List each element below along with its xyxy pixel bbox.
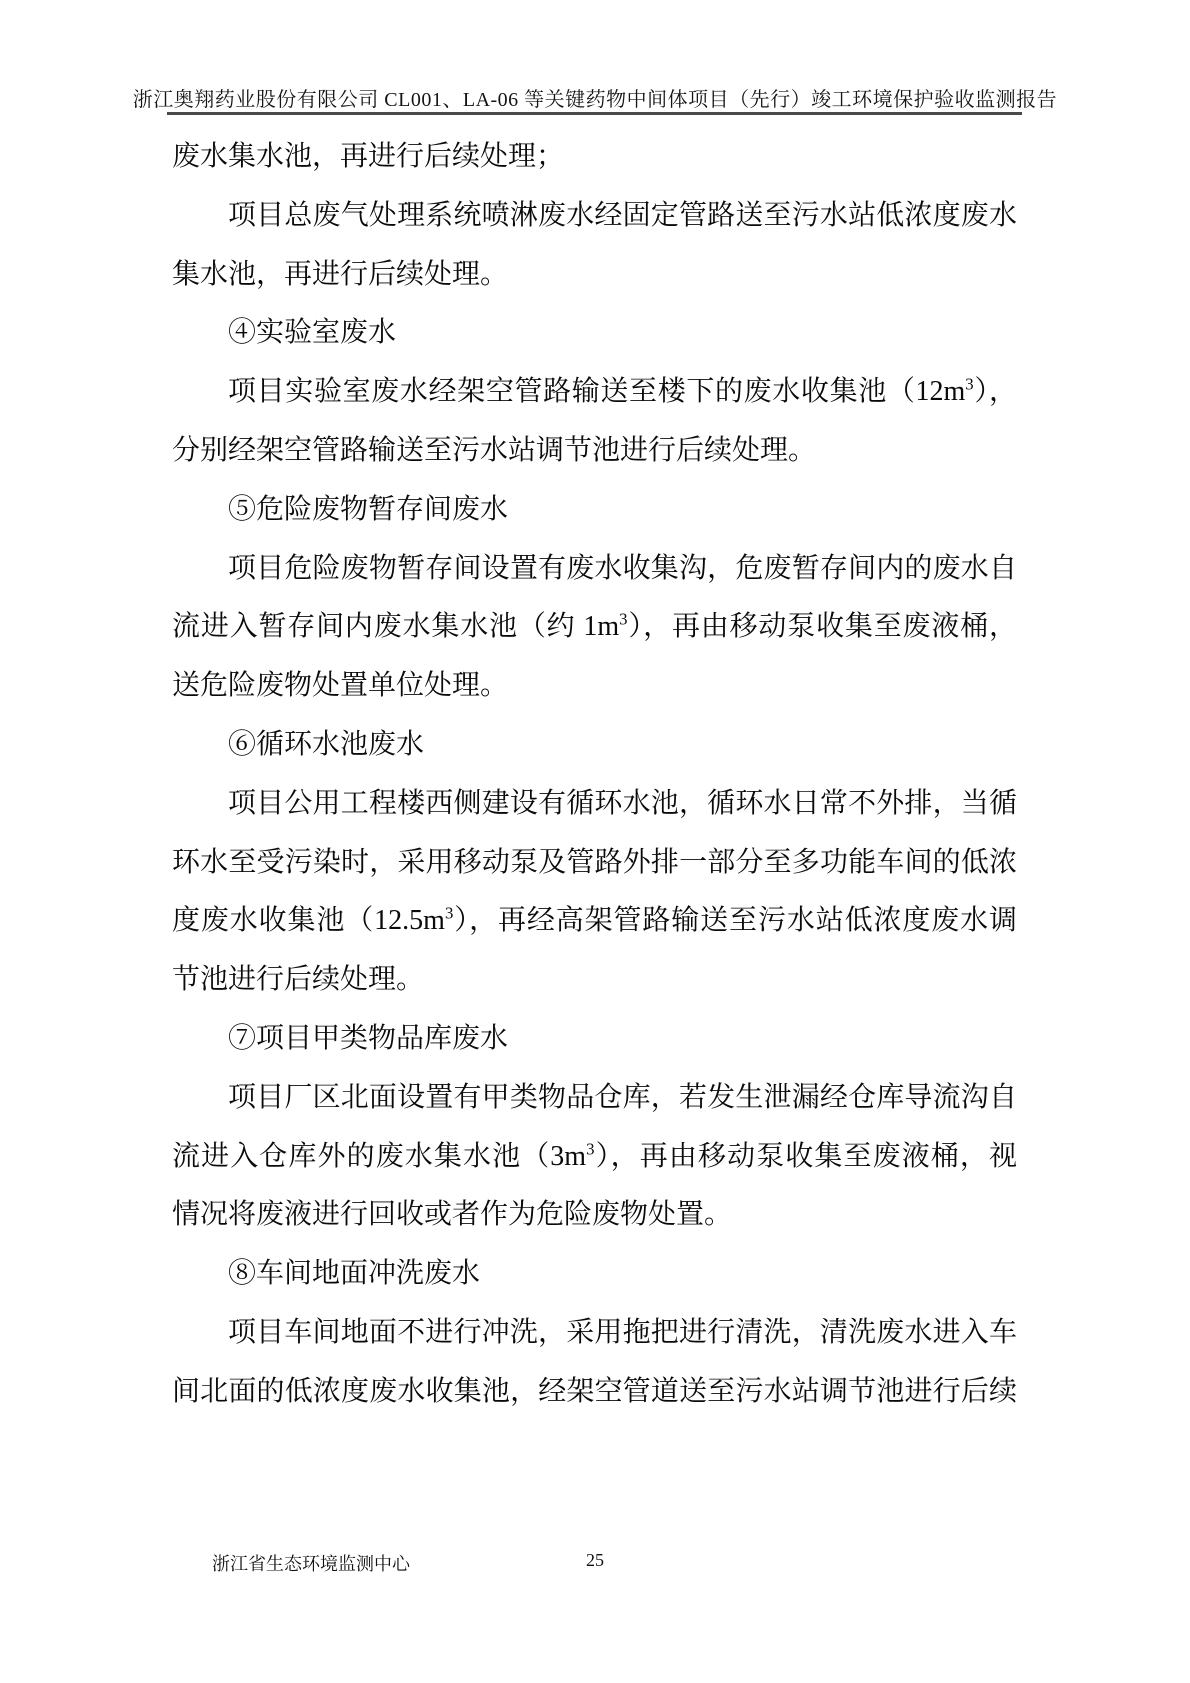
line-text: 项目车间地面不进行冲洗，采用拖把进行清洗，清洗废水进入车 [228,1316,1017,1348]
page-number: 25 [586,1550,604,1570]
text-line [172,1010,1017,1069]
line-text: 间北面的低浓度废水收集池，经架空管道送至污水站调节池进行后续 [172,1375,1017,1407]
line-text: ⑥循环水池废水 [228,728,425,760]
line-text: 度废水收集池（12.5m [172,905,445,937]
footer-organization: 浙江省生态环境监测中心 [212,1554,410,1574]
text-line [172,1363,1017,1422]
text-line [172,892,1017,951]
line-text: ）， [973,376,1017,408]
superscript-text: 3 [965,374,974,394]
line-text: 环水至受污染时，采用移动泵及管路外排一部分至多功能车间的低浓 [172,846,1017,878]
text-line [172,834,1017,893]
body-lines [172,128,1017,1422]
text-line [172,187,1017,246]
text-line [172,775,1017,834]
line-text: 送危险废物处置单位处理。 [172,670,509,702]
text-line [172,657,1017,716]
text-line [172,1186,1017,1245]
line-text: ⑤危险废物暂存间废水 [228,493,509,525]
line-text: 项目厂区北面设置有甲类物品仓库，若发生泄漏经仓库导流沟自 [228,1081,1017,1113]
text-line [172,422,1017,481]
line-text: ），再由移动泵收集至废液桶，视 [594,1140,1017,1172]
text-line [172,363,1017,422]
line-text: 流进入仓库外的废水集水池（3m [172,1140,587,1172]
text-line [172,1304,1017,1363]
line-text: ⑧车间地面冲洗废水 [228,1258,481,1290]
line-text: 情况将废液进行回收或者作为危险废物处置。 [172,1199,733,1231]
text-line [172,246,1017,305]
line-text: 分别经架空管路输送至污水站调节池进行后续处理。 [172,434,817,466]
text-line [172,1245,1017,1304]
text-line [172,951,1017,1010]
line-text: ），再由移动泵收集至废液桶， [627,611,1017,643]
superscript-text: 3 [444,904,454,924]
line-text: ④实验室废水 [228,317,397,349]
line-text: 集水池，再进行后续处理。 [172,258,509,290]
text-line [172,716,1017,775]
header-rule [167,112,1022,115]
line-text: 节池进行后续处理。 [172,964,425,996]
line-text: 项目实验室废水经架空管路输送至楼下的废水收集池（12m [228,376,966,408]
line-text: 项目公用工程楼西侧建设有循环水池，循环水日常不外排，当循 [228,787,1017,819]
line-text: 项目总废气处理系统喷淋废水经固定管路送至污水站低浓度废水 [228,199,1017,231]
line-text: 废水集水池，再进行后续处理； [172,141,565,172]
line-text: 流进入暂存间内废水集水池（约 1m [172,611,620,643]
text-line [172,598,1017,657]
superscript-text: 3 [586,1139,595,1159]
text-line [172,481,1017,540]
text-line [172,128,1017,187]
line-text: ），再经高架管路输送至污水站低浓度废水调 [453,905,1018,937]
superscript-text: 3 [619,610,628,630]
line-text: ⑦项目甲类物品库废水 [228,1022,509,1054]
line-text: 项目危险废物暂存间设置有废水收集沟，危废暂存间内的废水自 [228,552,1017,584]
text-line [172,540,1017,599]
text-line [172,1069,1017,1128]
header-title: 浙江奥翔药业股份有限公司 CL001、LA-06 等关键药物中间体项目（先行）竣工环境保护验收监测报告 [132,89,1058,111]
text-line [172,304,1017,363]
text-line [172,1128,1017,1187]
